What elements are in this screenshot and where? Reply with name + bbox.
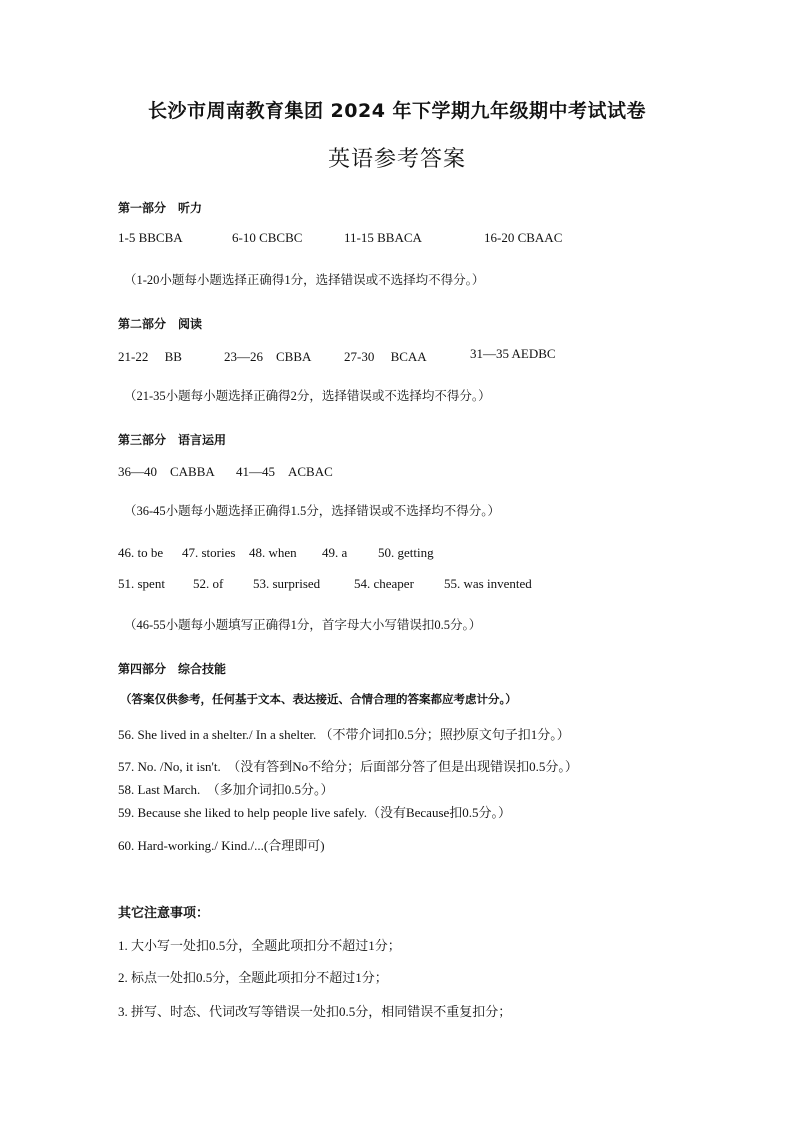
part1-note: （1-20小题每小题选择正确得1分，选择错误或不选择均不得分。） (124, 273, 485, 287)
part2-note: （21-35小题每小题选择正确得2分，选择错误或不选择均不得分。） (124, 389, 491, 403)
part2-answer: 31—35 AEDBC (470, 346, 556, 361)
part3-answer: 41—45 ACBAC (236, 464, 333, 479)
fill-answer: 48. when (249, 545, 297, 560)
fill-answer: 47. stories (182, 545, 236, 560)
grading-rule: 1. 大小写一处扣0.5分，全题此项扣分不超过1分； (118, 938, 401, 953)
fill-answer: 55. was invented (444, 576, 532, 591)
part1-answer: 6-10 CBCBC (232, 230, 303, 245)
part1-answer: 11-15 BBACA (344, 230, 422, 245)
fill-answer: 51. spent (118, 576, 165, 591)
fill-answer: 50. getting (378, 545, 434, 560)
part2-answer: 27-30 BCAA (344, 349, 427, 364)
question-answer: 57. No. /No, it isn't. （没有答到No不给分；后面部分答了但是出现错误扣0.5分。） (118, 759, 578, 774)
part2-answer: 23—26 CBBA (224, 349, 312, 364)
page-title: 长沙市周南教育集团 2024 年下学期九年级期中考试试卷 (147, 100, 647, 122)
part2-answer: 21-22 BB (118, 349, 182, 364)
part4-disclaimer: （答案仅供参考，任何基于文本、表达接近、合情合理的答案都应考虑计分。） (120, 692, 517, 706)
page-subtitle: 英语参考答案 (327, 147, 466, 172)
fill-answer: 53. surprised (253, 576, 321, 591)
part3-heading: 第三部分 语言运用 (118, 433, 227, 447)
part2-heading: 第二部分 阅读 (118, 317, 203, 331)
question-answer: 59. Because she liked to help people live safely.（没有Because扣0.5分。） (118, 805, 512, 820)
question-answer: 56. She lived in a shelter./ In a shelter. （不带介词扣0.5分；照抄原文句子扣1分。） (118, 727, 570, 742)
grading-rule: 3. 拼写、时态、代词改写等错误一处扣0.5分，相同错误不重复扣分； (118, 1004, 512, 1019)
fill-answer: 49. a (322, 545, 348, 560)
question-answer: 58. Last March. （多加介词扣0.5分。） (118, 782, 334, 797)
fill-note: （46-55小题每小题填写正确得1分，首字母大小写错误扣0.5分。） (124, 618, 482, 632)
fill-answer: 46. to be (118, 545, 164, 560)
other-notes-heading: 其它注意事项： (118, 906, 210, 921)
question-answer: 60. Hard-working./ Kind./...(合理即可) (118, 838, 325, 853)
part3-answer: 36—40 CABBA (118, 464, 215, 479)
part3-note: （36-45小题每小题选择正确得1.5分，选择错误或不选择均不得分。） (124, 504, 501, 518)
part1-answer: 1-5 BBCBA (118, 230, 183, 245)
fill-answer: 54. cheaper (354, 576, 414, 591)
fill-answer: 52. of (193, 576, 224, 591)
part1-answer: 16-20 CBAAC (484, 230, 563, 245)
grading-rule: 2. 标点一处扣0.5分，全题此项扣分不超过1分； (118, 970, 388, 985)
part4-heading: 第四部分 综合技能 (118, 662, 227, 676)
part1-heading: 第一部分 听力 (118, 201, 203, 215)
